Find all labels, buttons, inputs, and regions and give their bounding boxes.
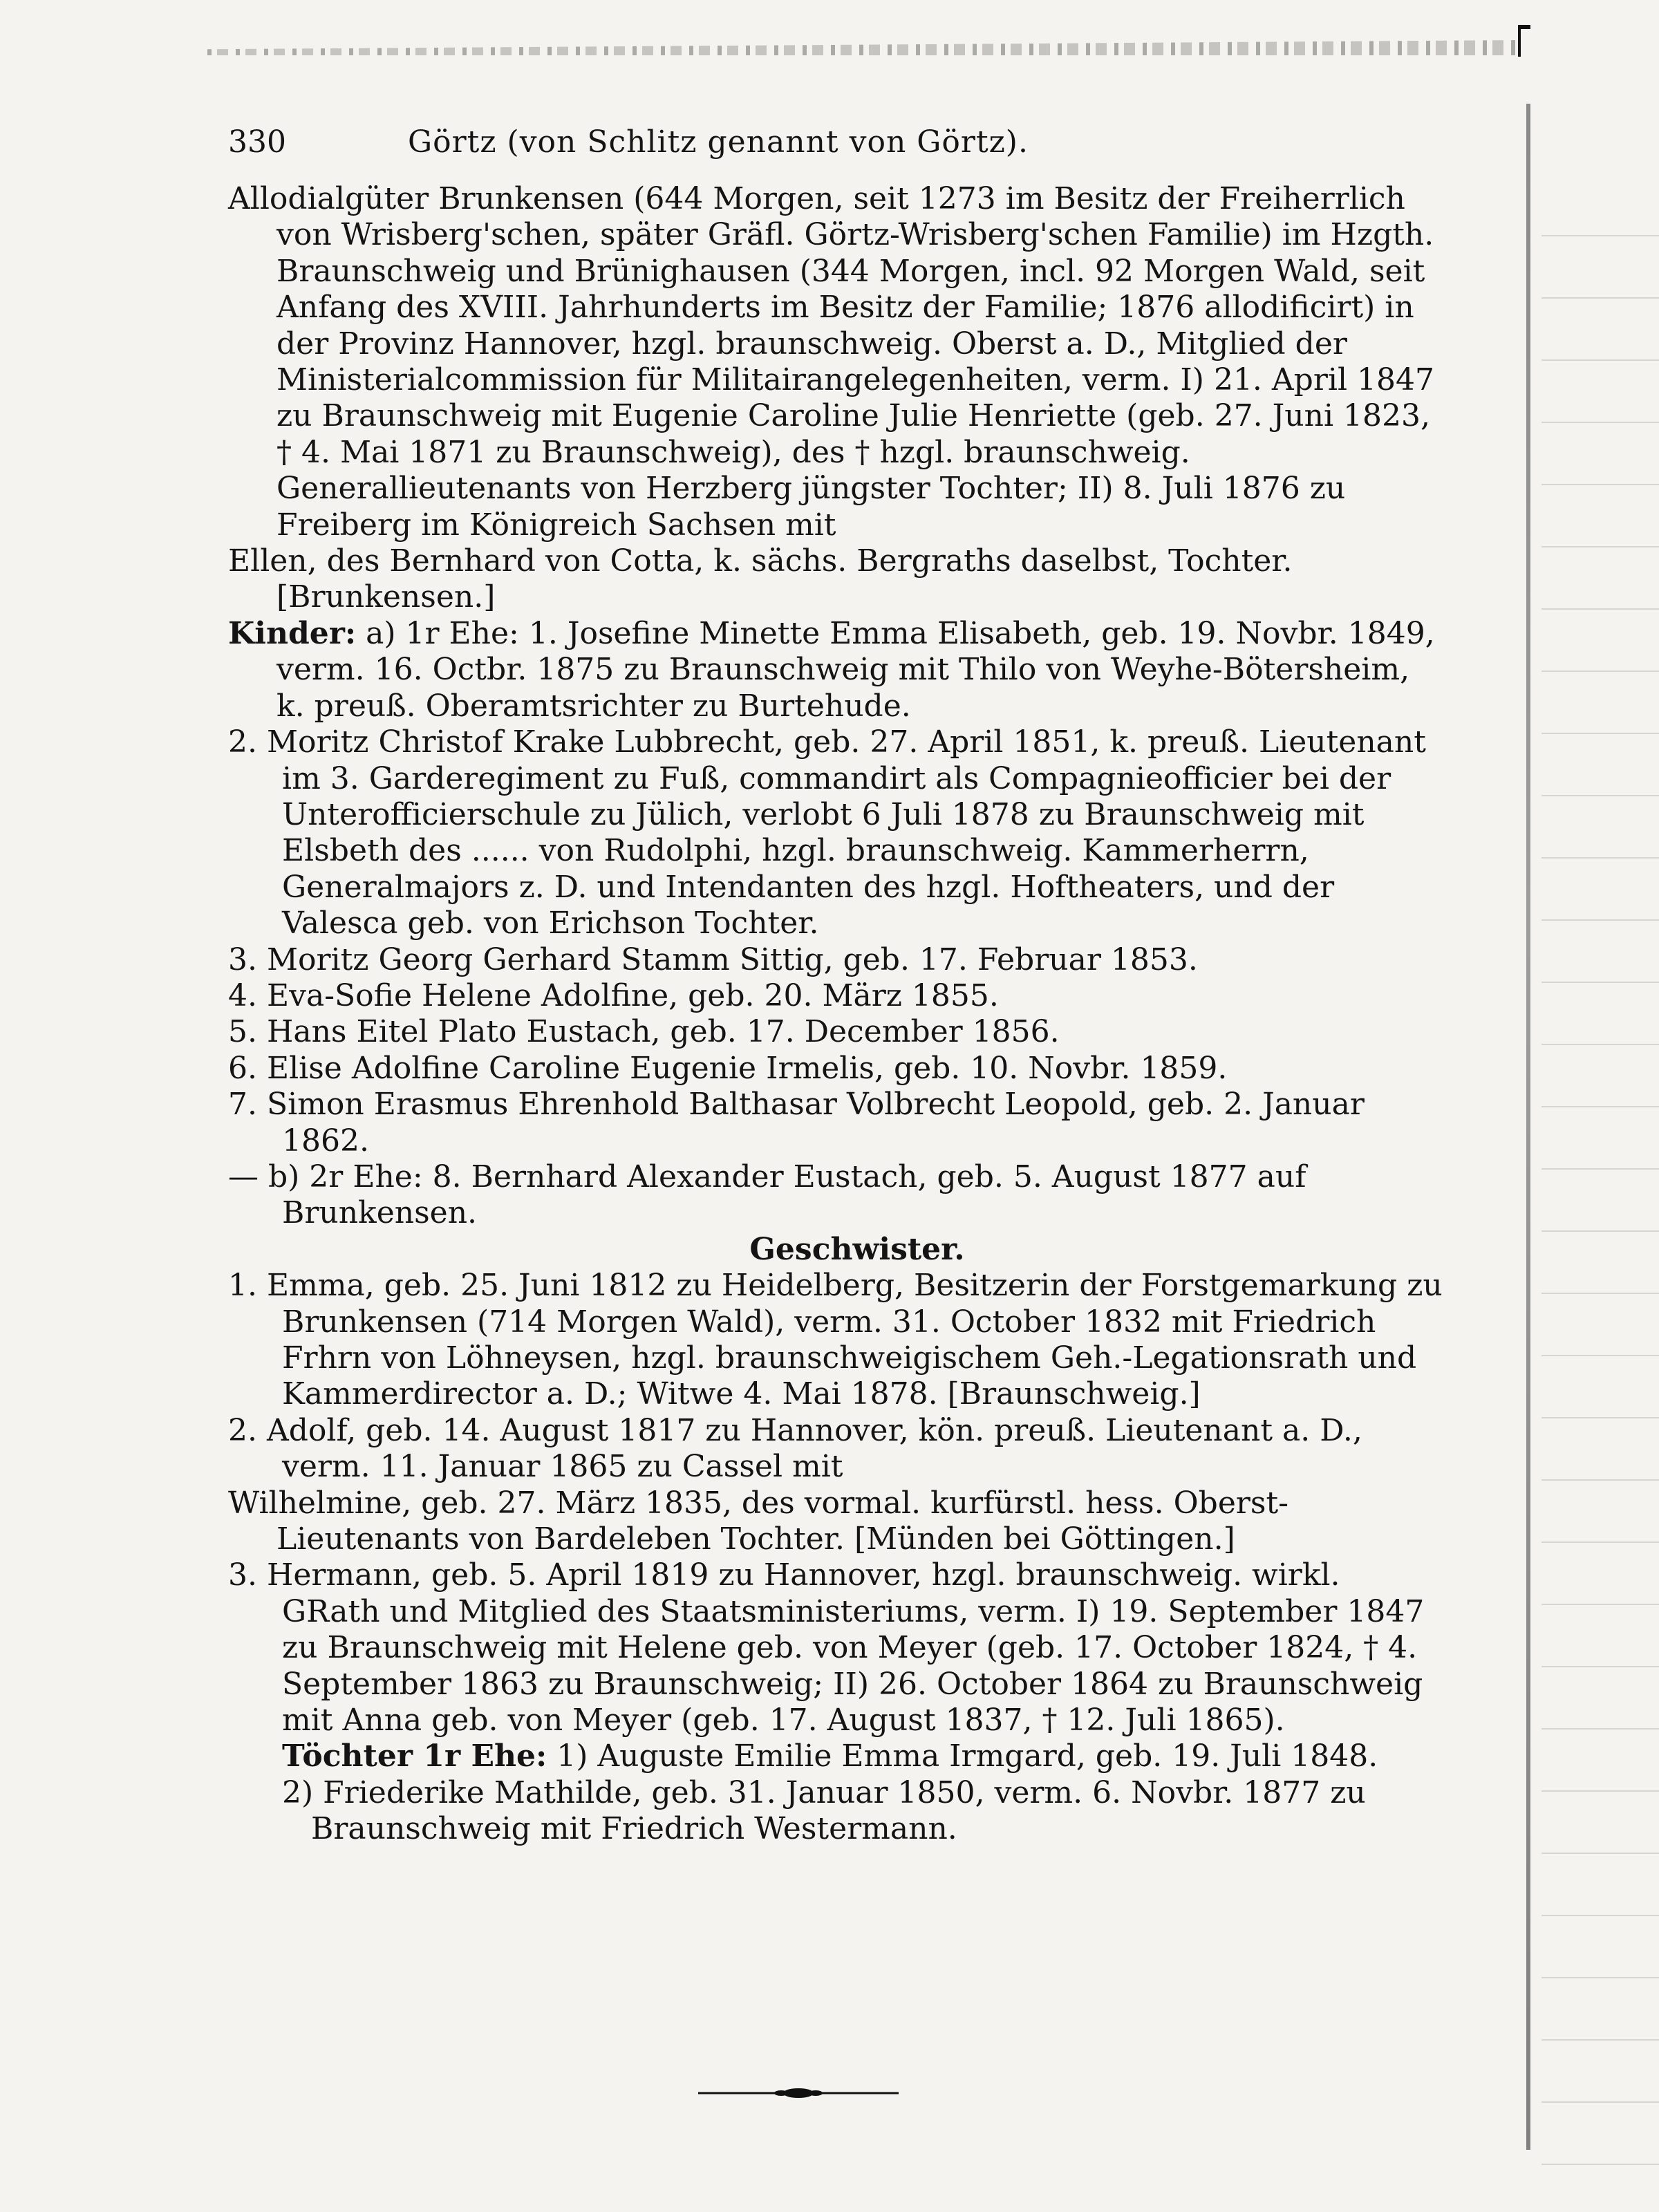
document-page xyxy=(228,124,1445,1848)
siblings-heading: Geschwister. xyxy=(749,1231,965,1267)
child-2: 2. Moritz Christof Krake Lubbrecht, geb. 27. April 1851, k. preuß. Lieutenant im 3. Garderegiment zu Fuß, commandirt als Compagnieofficier bei der Unterofficierschule zu Jülich, verlobt 6 Juli 1878 zu Braunschweig mit Elsbeth des ...... von Rudolphi, hzgl. braunschweig. Kammerherrn, Generalmajors z. D. und Intendanten des hzgl. Hoftheaters, und der Valesca geb. von Erichson Tochter. xyxy=(228,724,1426,941)
daughter-2: 2) Friederike Mathilde, geb. 31. Januar 1850, verm. 6. Novbr. 1877 zu Braunschweig mit Friedrich Westermann. xyxy=(282,1774,1366,1847)
daughters-label: Töchter 1r Ehe: xyxy=(282,1738,547,1774)
child-7: 7. Simon Erasmus Ehrenhold Balthasar Volbrecht Leopold, geb. 2. Januar 1862. xyxy=(228,1087,1365,1159)
sibling-2: 2. Adolf, geb. 14. August 1817 zu Hannover, kön. preuß. Lieutenant a. D., verm. 11. Januar 1865 zu Cassel mit xyxy=(228,1412,1362,1485)
sibling-1: 1. Emma, geb. 25. Juni 1812 zu Heidelberg, Besitzerin der Forstgemarkung zu Brunkensen (714 Morgen Wald), verm. 31. October 1832 mit Friedrich Frhrn von Löhneysen, hzgl. braunschweigischem Geh.-Legationsrath und Kammerdirector a. D.; Witwe 4. Mai 1878. [Braunschweig.] xyxy=(228,1268,1443,1412)
second-marriage-child: — b) 2r Ehe: 8. Bernhard Alexander Eustach, geb. 5. August 1877 auf Brunkensen. xyxy=(228,1159,1306,1231)
family-entry xyxy=(228,181,1445,1848)
daughter-1: 1) Auguste Emilie Emma Irmgard, geb. 19. Juli 1848. xyxy=(556,1738,1378,1774)
children-intro-text: a) 1r Ehe: 1. Josefine Minette Emma Elisabeth, geb. 19. Novbr. 1849, verm. 16. Octbr. 1875 zu Braunschweig mit Thilo von Weyhe-Bötersheim, k. preuß. Oberamtsrichter zu Burtehude. xyxy=(276,615,1435,724)
scan-noise-right xyxy=(1541,207,1659,2212)
page-number: 330 xyxy=(228,124,286,160)
child-3: 3. Moritz Georg Gerhard Stamm Sittig, geb. 17. Februar 1853. xyxy=(228,941,1198,977)
adolf-wife: Wilhelmine, geb. 27. März 1835, des vormal. kurfürstl. hess. Oberst-Lieutenants von Bardeleben Tochter. [Münden bei Göttingen.] xyxy=(228,1485,1289,1557)
page-header xyxy=(228,124,1445,166)
children-intro xyxy=(228,616,1445,724)
children-label: Kinder: xyxy=(228,615,357,651)
scan-edge-right xyxy=(1526,104,1530,2150)
daughters-line xyxy=(228,1738,1445,1774)
child-4: 4. Eva-Sofie Helene Adolfine, geb. 20. März 1855. xyxy=(228,977,999,1013)
corner-mark xyxy=(1518,25,1530,57)
second-wife: Ellen, des Bernhard von Cotta, k. sächs. Bergraths daselbst, Tochter. [Brunkensen.] xyxy=(228,543,1293,615)
entry-intro: Allodialgüter Brunkensen (644 Morgen, seit 1273 im Besitz der Freiherrlich von Wrisberg'schen, später Gräfl. Görtz-Wrisberg'schen Familie) im Hzgth. Braunschweig und Brünighausen (344 Morgen, incl. 92 Morgen Wald, seit Anfang des XVIII. Jahrhunderts im Besitz der Familie; 1876 allodificirt) in der Provinz Hannover, hzgl. braunschweig. Oberst a. D., Mitglied der Ministerialcommission für Militairangelegenheiten, verm. I) 21. April 1847 zu Braunschweig mit Eugenie Caroline Julie Henriette (geb. 27. Juni 1823, † 4. Mai 1871 zu Braunschweig), des † hzgl. braunschweig. Generallieutenants von Herzberg jüngster Tochter; II) 8. Juli 1876 zu Freiberg im Königreich Sachsen mit xyxy=(228,181,1434,543)
running-title: Görtz (von Schlitz genannt von Görtz). xyxy=(408,124,1029,160)
sibling-3: 3. Hermann, geb. 5. April 1819 zu Hannover, hzgl. braunschweig. wirkl. GRath und Mitglied des Staatsministeriums, verm. I) 19. September 1847 zu Braunschweig mit Helene geb. von Meyer (geb. 17. October 1824, † 4. September 1863 zu Braunschweig; II) 26. October 1864 zu Braunschweig mit Anna geb. von Meyer (geb. 17. August 1837, † 12. Juli 1865). xyxy=(228,1557,1425,1738)
child-5: 5. Hans Eitel Plato Eustach, geb. 17. December 1856. xyxy=(228,1014,1060,1050)
child-6: 6. Elise Adolfine Caroline Eugenie Irmelis, geb. 10. Novbr. 1859. xyxy=(228,1050,1228,1086)
ornament-divider xyxy=(698,2086,899,2100)
scan-edge-top xyxy=(207,40,1521,55)
